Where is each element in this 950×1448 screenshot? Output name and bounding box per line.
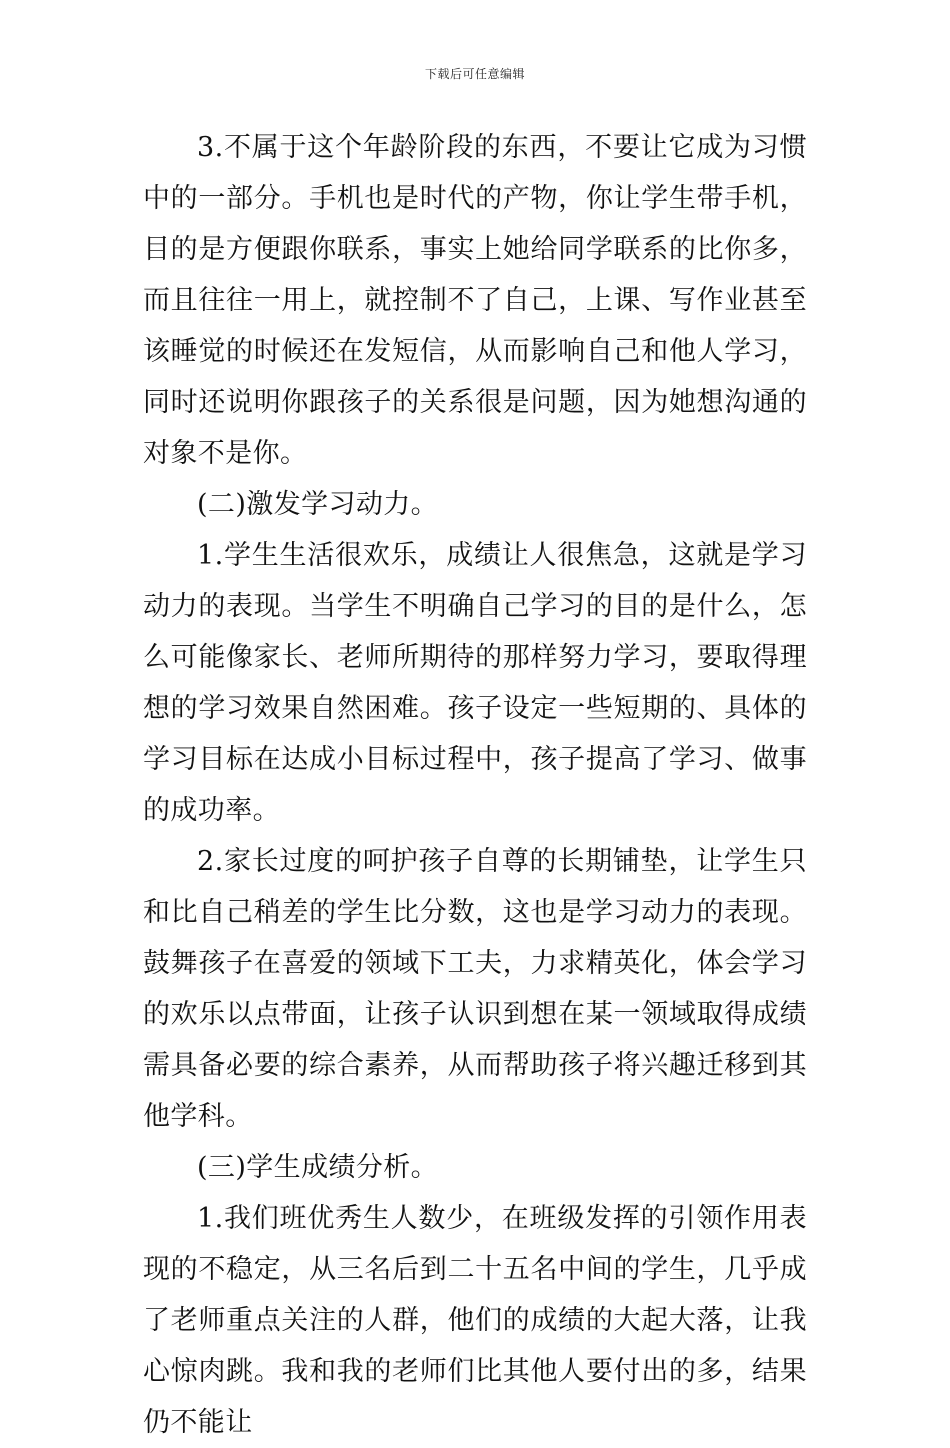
document-body bbox=[143, 122, 807, 1448]
paragraph-item-2-section-2: 2.家长过度的呵护孩子自尊的长期铺垫，让学生只和比自己稍差的学生比分数，这也是学习动力的表现。鼓舞孩子在喜爱的领域下工夫，力求精英化，体会学习的欢乐以点带面，让孩子认识到想在某一领域取得成绩需具备必要的综合素养，从而帮助孩子将兴趣迁移到其他学科。 bbox=[143, 846, 807, 1132]
paragraph-item-1-section-2: 1.学生生活很欢乐，成绩让人很焦急，这就是学习动力的表现。当学生不明确自己学习的目的是什么，怎么可能像家长、老师所期待的那样努力学习，要取得理想的学习效果自然困难。孩子设定一些短期的、具体的学习目标在达成小目标过程中，孩子提高了学习、做事的成功率。 bbox=[143, 540, 807, 826]
section-heading-3: (三)学生成绩分析。 bbox=[197, 1152, 439, 1183]
paragraph-item-1-section-3: 1.我们班优秀生人数少，在班级发挥的引领作用表现的不稳定，从三名后到二十五名中间的学生，几乎成了老师重点关注的人群，他们的成绩的大起大落，让我心惊肉跳。我和我的老师们比其他人要付出的多，结果仍不能让 bbox=[143, 1203, 807, 1438]
section-heading-2: (二)激发学习动力。 bbox=[197, 489, 439, 520]
paragraph-item-3: 3.不属于这个年龄阶段的东西，不要让它成为习惯中的一部分。手机也是时代的产物，你让学生带手机，目的是方便跟你联系，事实上她给同学联系的比你多，而且往往一用上，就控制不了自己，上课、写作业甚至该睡觉的时候还在发短信，从而影响自己和他人学习，同时还说明你跟孩子的关系很是问题，因为她想沟通的对象不是你。 bbox=[143, 132, 807, 469]
page-header: 下载后可任意编辑 bbox=[424, 67, 525, 81]
